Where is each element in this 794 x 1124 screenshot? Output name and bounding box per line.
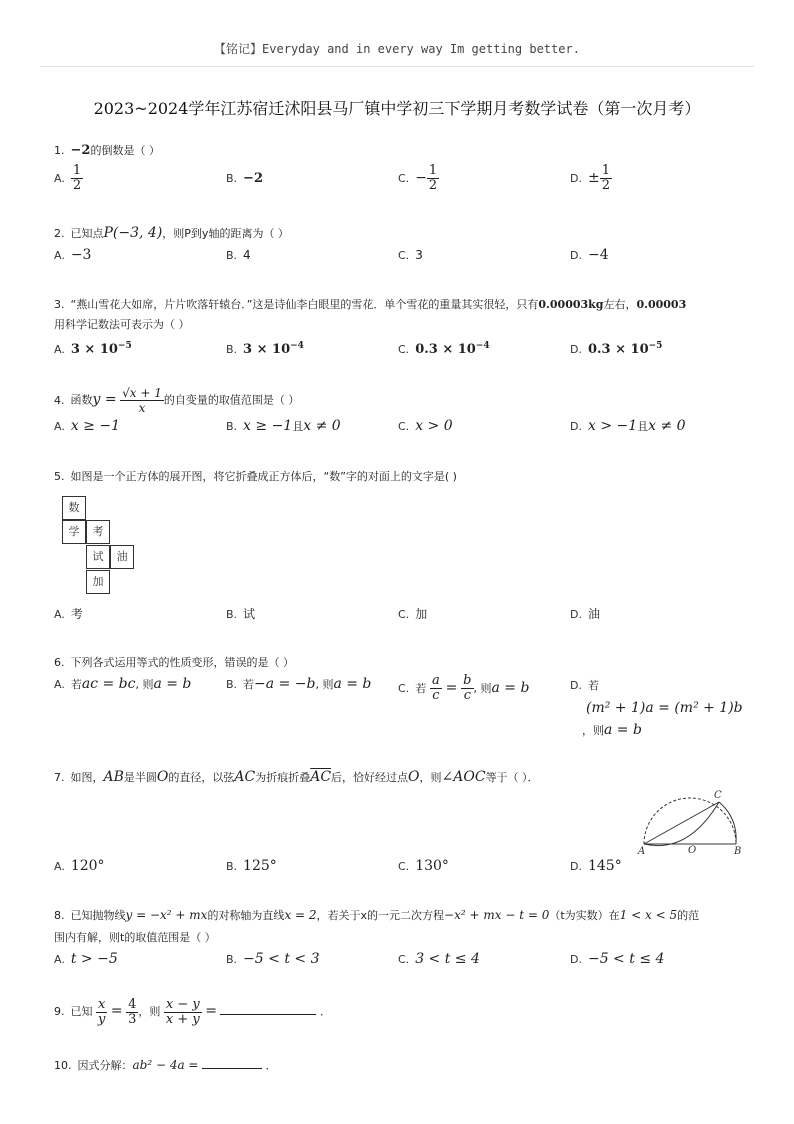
option-a[interactable]: A. 考	[54, 607, 83, 621]
option-d[interactable]: D. x > −1且x ≠ 0	[570, 418, 686, 434]
option-b[interactable]: B. $3 \times 10^{-4}$	[226, 341, 304, 357]
option-c[interactable]: C. 加	[398, 607, 428, 621]
header-divider	[40, 66, 754, 67]
option-c[interactable]: C. x > 0	[398, 418, 453, 434]
option-d[interactable]: D. ± $\frac{1}{2}$	[570, 163, 610, 193]
question-8: 8. 已知抛物线y = −x² + mx的对称轴为直线x = 2，若关于x的一元二次方程−x² + mx − t = 0（t为实数）在1 < x < 5的范 围内有解，则t的取值范围是（ ） A. t > −5 B. −5 < t < 3 C. 3 < t ≤ 4 D. −5 < t ≤ 4	[54, 904, 754, 979]
option-a[interactable]: A. $3 \times 10^{-5}$	[54, 341, 132, 357]
exam-title: 2023~2024学年江苏宿迁沭阳县马厂镇中学初三下学期月考数学试卷（第一次月考）	[93, 99, 701, 118]
option-b[interactable]: B. x ≥ −1且x ≠ 0	[226, 418, 341, 434]
option-a[interactable]: A. −3	[54, 247, 92, 263]
option-b[interactable]: B. 试	[226, 607, 256, 621]
semicircle-fold-figure	[630, 786, 750, 856]
option-c[interactable]: C. 3	[398, 248, 423, 262]
question-10-stem: 10. 因式分解：ab² − 4a = ．	[54, 1058, 277, 1072]
fraction: $\frac{1}{2}$	[72, 163, 82, 193]
option-a[interactable]: A. 若ac = bc, 则a = b	[54, 676, 192, 692]
question-1	[54, 140, 754, 192]
label-o: O	[688, 845, 697, 856]
fraction: $\frac{x}{y}$	[98, 996, 106, 1027]
option-c[interactable]: C. $0.3 \times 10^{-4}$	[398, 341, 490, 357]
label-c: C	[714, 790, 722, 801]
option-c[interactable]: C. − $\frac{1}{2}$	[398, 163, 438, 193]
net-cell: 试	[86, 545, 110, 569]
question-5-options	[54, 604, 754, 634]
question-1-stem: 1. −2的倒数是（ ）	[54, 143, 160, 158]
option-c[interactable]: C. 3 < t ≤ 4	[398, 951, 480, 967]
option-d[interactable]: D. 油	[570, 607, 600, 621]
question-9-stem: 9. 已知 $\frac{x}{y}$ = $\frac{4}{3}$ ，则 $\frac{x - y}{x + y}$ = ．	[54, 996, 331, 1027]
net-cell: 考	[86, 520, 110, 544]
option-d[interactable]: D. −4	[570, 247, 609, 263]
fraction: $\frac{x - y}{x + y}$	[165, 996, 200, 1027]
net-cell: 学	[62, 520, 86, 544]
label-a: A	[638, 846, 646, 856]
fraction: $\frac{4}{3}$	[128, 996, 137, 1027]
question-6	[54, 652, 754, 744]
answer-blank[interactable]	[202, 1068, 262, 1069]
arc-cb	[719, 802, 736, 844]
question-5-stem: 5. 如图是一个正方体的展开图，将它折叠成正方体后，“数”字的对面上的文字是( )	[54, 470, 457, 483]
option-d[interactable]: D. $0.3 \times 10^{-5}$	[570, 341, 663, 357]
page-header-motto: 【铭记】Everyday and in every way Im getting better.	[214, 42, 580, 56]
option-d[interactable]: D. −5 < t ≤ 4	[570, 951, 665, 967]
option-a[interactable]: A. 120°	[54, 858, 105, 874]
option-b[interactable]: B. −2	[226, 171, 263, 186]
net-cell: 油	[110, 545, 134, 569]
question-10	[54, 1054, 754, 1077]
net-cell: 加	[86, 570, 110, 594]
net-cell: 数	[62, 496, 86, 520]
question-4-stem: 4. 函数y = $\frac{√x + 1}{x}$ 的自变量的取值范围是（ ）	[54, 386, 300, 415]
option-b[interactable]: B. 若−a = −b, 则a = b	[226, 676, 372, 692]
chord-ac	[644, 802, 719, 844]
question-9	[54, 996, 754, 1027]
option-d[interactable]: D. 145°	[570, 858, 622, 874]
fraction: $\frac{1}{2}$	[428, 163, 438, 193]
question-7-options	[54, 856, 754, 886]
option-c[interactable]: C. 若 $\frac{a}{c}$ = $\frac{b}{c}$ , 则a = b	[398, 673, 530, 703]
question-3-stem: 3. “燕山雪花大如席，片片吹落轩辕台．”这是诗仙李白眼里的雪花．单个雪花的重量其实很轻，只有0.00003kg左右，0.00003	[54, 298, 687, 311]
option-b[interactable]: B. 125°	[226, 858, 277, 874]
question-number: 1.	[54, 144, 65, 157]
answer-blank[interactable]	[220, 1014, 316, 1015]
option-a[interactable]: A. x ≥ −1	[54, 418, 120, 434]
option-b[interactable]: B. 4	[226, 248, 251, 262]
option-d[interactable]: D. 若 (m² + 1)a = (m² + 1)b ，则a = b	[570, 679, 743, 738]
question-7-stem: 7. 如图，AB是半圆O的直径，以弦AC为折痕折叠$\overline{AC}$后，恰好经过点O，则∠AOC等于（ ）．	[54, 769, 539, 785]
question-2-stem: 2. 已知点P(−3, 4)，则P到y轴的距离为（ ）	[54, 225, 289, 241]
question-8-stem: 8. 已知抛物线y = −x² + mx的对称轴为直线x = 2，若关于x的一元二次方程−x² + mx − t = 0（t为实数）在1 < x < 5的范	[54, 908, 700, 922]
fraction: $\frac{a}{c}$	[432, 673, 440, 703]
question-3: 3. “燕山雪花大如席，片片吹落轩辕台．”这是诗仙李白眼里的雪花．单个雪花的重量其实很轻，只有0.00003kg左右，0.00003 用科学记数法可表示为（ ） A. $3 \times 10^{-5}$ B. $3 \times 10^{-4}$ C. $0.3 \times 10^{-4}$ D. $0.3 \times 10^{-5}$	[54, 294, 754, 366]
fraction: $\frac{b}{c}$	[463, 673, 472, 703]
question-5	[54, 466, 754, 488]
question-6-stem: 6. 下列各式运用等式的性质变形，错误的是（ ）	[54, 656, 294, 669]
label-b: B	[734, 846, 742, 856]
fraction: $\frac{1}{2}$	[601, 163, 610, 193]
option-c[interactable]: C. 130°	[398, 858, 449, 874]
option-a[interactable]: A. t > −5	[54, 951, 118, 967]
question-4	[54, 386, 754, 446]
question-2	[54, 222, 754, 275]
fraction: $\frac{√x + 1}{x}$	[122, 386, 162, 415]
option-b[interactable]: B. −5 < t < 3	[226, 951, 320, 967]
option-a[interactable]: A. $\frac{1}{2}$	[54, 163, 82, 193]
